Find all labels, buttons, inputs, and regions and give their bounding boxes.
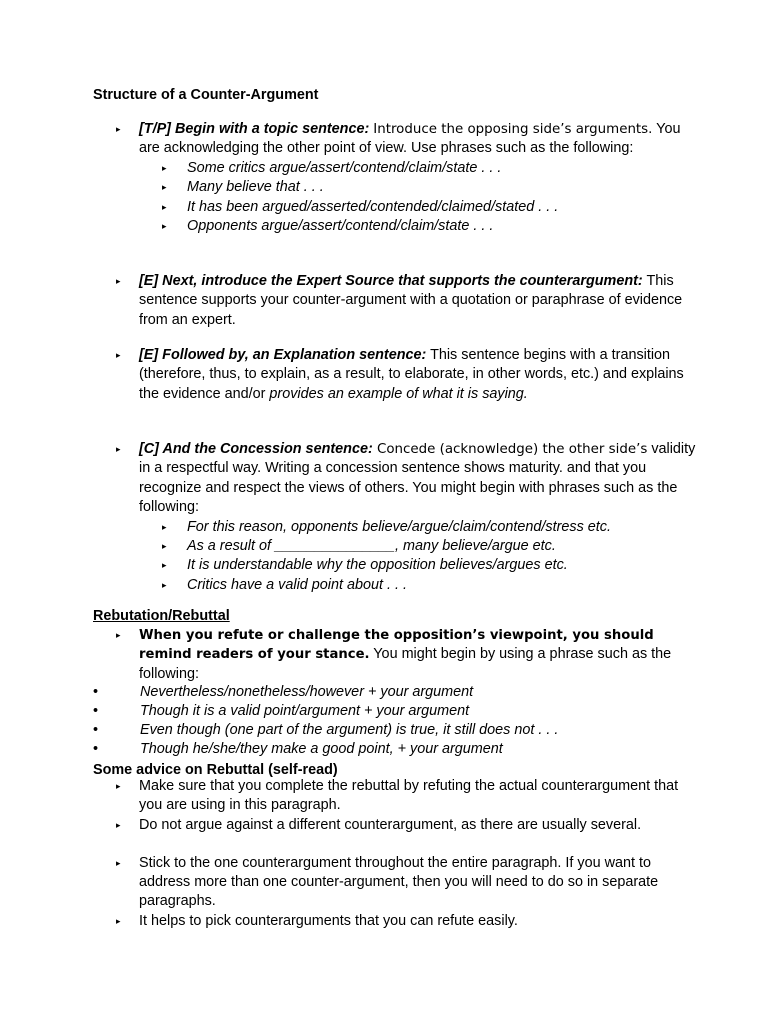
arrow-bullet-icon: ▸ [116,916,121,926]
section-lead: [E] Next, introduce the Expert Source that supports the counterargument: [139,273,643,289]
arrow-bullet-icon: ▸ [116,630,121,640]
section-lead-text: Introduce the opposing side’s arguments. [373,122,653,137]
section-concession [139,440,699,595]
section-tail: provides an example of what it is saying. [269,385,528,402]
section-lead: [C] And the Concession sentence: [139,441,373,457]
section-body: This sentence supports your counter-argument with a quotation or paraphrase of evidence from an expert. [139,273,683,328]
arrow-bullet-icon: ▸ [116,350,121,360]
section-lead: When you refute or challenge the opposition’s viewpoint, you should remind readers of your stance. [139,628,654,663]
list-item-text: As a result of _______________, many believe/argue etc. [187,538,556,555]
list-item-text: Opponents argue/assert/contend/claim/state . . . [187,217,494,234]
section-lead: [E] Followed by, an Explanation sentence: [139,347,427,363]
list-item [139,556,699,575]
phrase-list [139,518,699,596]
section-expert-source [139,272,699,330]
list-item [139,576,699,595]
advice-item: It helps to pick counterarguments that you can refute easily. [139,913,518,929]
list-item [139,178,699,197]
arrow-bullet-icon: ▸ [162,521,167,532]
arrow-bullet-icon: ▸ [116,858,121,868]
list-item-text: For this reason, opponents believe/argue/claim/contend/stress etc. [187,518,611,535]
list-item-text: Nevertheless/nonetheless/however + your argument [140,684,474,700]
arrow-bullet-icon: ▸ [162,220,167,231]
list-item [139,217,699,236]
arrow-bullet-icon: ▸ [116,781,121,791]
list-item [139,159,699,178]
advice-item: Make sure that you complete the rebuttal by refuting the actual counterargument that you are using in this paragraph. [139,778,679,814]
phrase-list [139,159,699,237]
list-item-text: It has been argued/asserted/contended/claimed/stated . . . [187,198,559,215]
section-body: validity in a respectful way. Writing a concession sentence shows maturity. and that you recognize and respect the views of others. You might begin with phrases such as the following: [139,441,696,516]
arrow-bullet-icon: ▸ [116,820,121,830]
section-topic-sentence [139,120,699,236]
arrow-bullet-icon: ▸ [162,560,167,571]
section-lead-text: Concede (acknowledge) the other side’s [372,442,648,457]
arrow-bullet-icon: ▸ [116,276,121,286]
arrow-bullet-icon: ▸ [162,162,167,173]
rebuttal-heading: Rebutation/Rebuttal [93,608,230,624]
list-item-text: Though it is a valid point/argument + your argument [140,703,470,719]
arrow-bullet-icon: ▸ [162,201,167,212]
list-item-text: Many believe that . . . [187,179,324,196]
bullet-dot-icon: • [93,741,99,757]
page-title: Structure of a Counter-Argument [93,87,319,103]
list-item-text: Though he/she/they make a good point, + your argument [140,741,503,757]
list-item [139,198,699,217]
bullet-dot-icon: • [93,684,99,700]
section-lead: [T/P] Begin with a topic sentence: [139,121,370,137]
advice-item: Do not argue against a different counterargument, as there are usually several. [139,817,642,833]
section-body: You might begin by using a phrase such as the following: [139,646,672,682]
list-item [139,518,699,537]
arrow-bullet-icon: ▸ [116,124,121,134]
section-body: You are acknowledging the other point of view. Use phrases such as the following: [139,121,681,157]
list-item-text: Even though (one part of the argument) is true, it still does not . . . [140,722,559,738]
arrow-bullet-icon: ▸ [162,182,167,193]
section-rebuttal [139,626,699,684]
section-body: This sentence begins with a transition (therefore, thus, to explain, as a result, to elaborate, in other words, etc.) and explains the evidence and/or [139,347,684,402]
list-item [93,740,653,759]
list-item-text: It is understandable why the opposition believes/argues etc. [187,557,568,574]
advice-item: Stick to the one counterargument throughout the entire paragraph. If you want to address more than one counter-argument, then you will need to do so in separate paragraphs. [139,855,659,910]
advice-heading: Some advice on Rebuttal (self-read) [93,762,338,778]
arrow-bullet-icon: ▸ [162,541,167,552]
arrow-bullet-icon: ▸ [116,444,121,454]
list-item [93,683,653,702]
section-explanation [139,346,699,404]
list-item [93,702,653,721]
list-item-text: Some critics argue/assert/contend/claim/state . . . [187,159,502,176]
arrow-bullet-icon: ▸ [162,579,167,590]
list-item [93,721,653,740]
bullet-dot-icon: • [93,703,99,719]
list-item-text: Critics have a valid point about . . . [187,576,407,593]
list-item [139,537,699,556]
bullet-dot-icon: • [93,722,99,738]
